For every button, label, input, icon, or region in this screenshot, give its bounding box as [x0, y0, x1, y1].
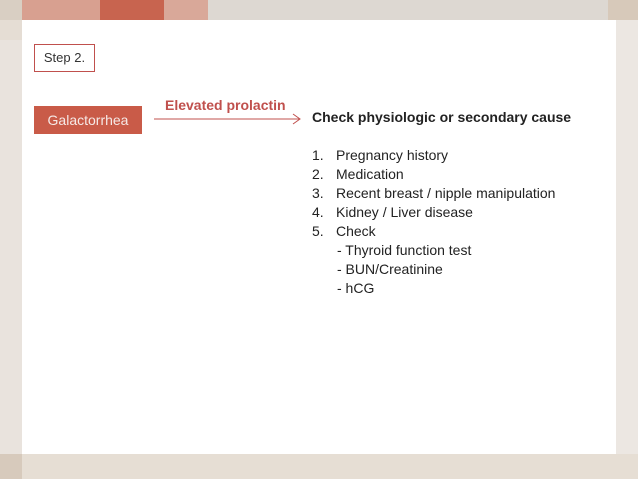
- list-number: 3.: [312, 185, 324, 201]
- band-segment: [22, 0, 100, 20]
- right-arrow-icon: [154, 112, 304, 126]
- galactorrhea-box: Galactorrhea: [34, 106, 142, 134]
- list-number: 4.: [312, 204, 324, 220]
- cause-list: [312, 146, 555, 241]
- band-segment: [0, 454, 22, 479]
- band-segment: [164, 0, 208, 20]
- list-number: 5.: [312, 223, 324, 239]
- list-number: 1.: [312, 147, 324, 163]
- list-item-text: Recent breast / nipple manipulation: [336, 185, 556, 201]
- band-segment: [0, 0, 22, 20]
- list-item-text: Kidney / Liver disease: [336, 204, 473, 220]
- list-item-text: Pregnancy history: [336, 147, 449, 163]
- list-number: 2.: [312, 166, 324, 182]
- check-sublist: [337, 241, 471, 298]
- step-label-box: Step 2.: [34, 44, 95, 72]
- list-item-text: Medication: [336, 166, 404, 182]
- band-segment: [608, 0, 638, 20]
- sublist-item: - hCG: [337, 280, 375, 296]
- list-item: [312, 165, 555, 184]
- result-title: Check physiologic or secondary cause: [312, 109, 572, 125]
- band-segment: [0, 20, 22, 40]
- list-item: [312, 184, 555, 203]
- sublist-item: - BUN/Creatinine: [337, 261, 443, 277]
- band-segment: [208, 0, 608, 20]
- list-item-text: Check: [336, 223, 376, 239]
- sublist-item: - Thyroid function test: [337, 242, 472, 258]
- list-item: [312, 146, 555, 165]
- arrow-label: Elevated prolactin: [165, 97, 286, 113]
- list-item: [312, 222, 555, 241]
- list-item: [312, 203, 555, 222]
- band-segment: [100, 0, 164, 20]
- bottom-decorative-band: [0, 454, 638, 479]
- right-margin-strip: [616, 20, 638, 454]
